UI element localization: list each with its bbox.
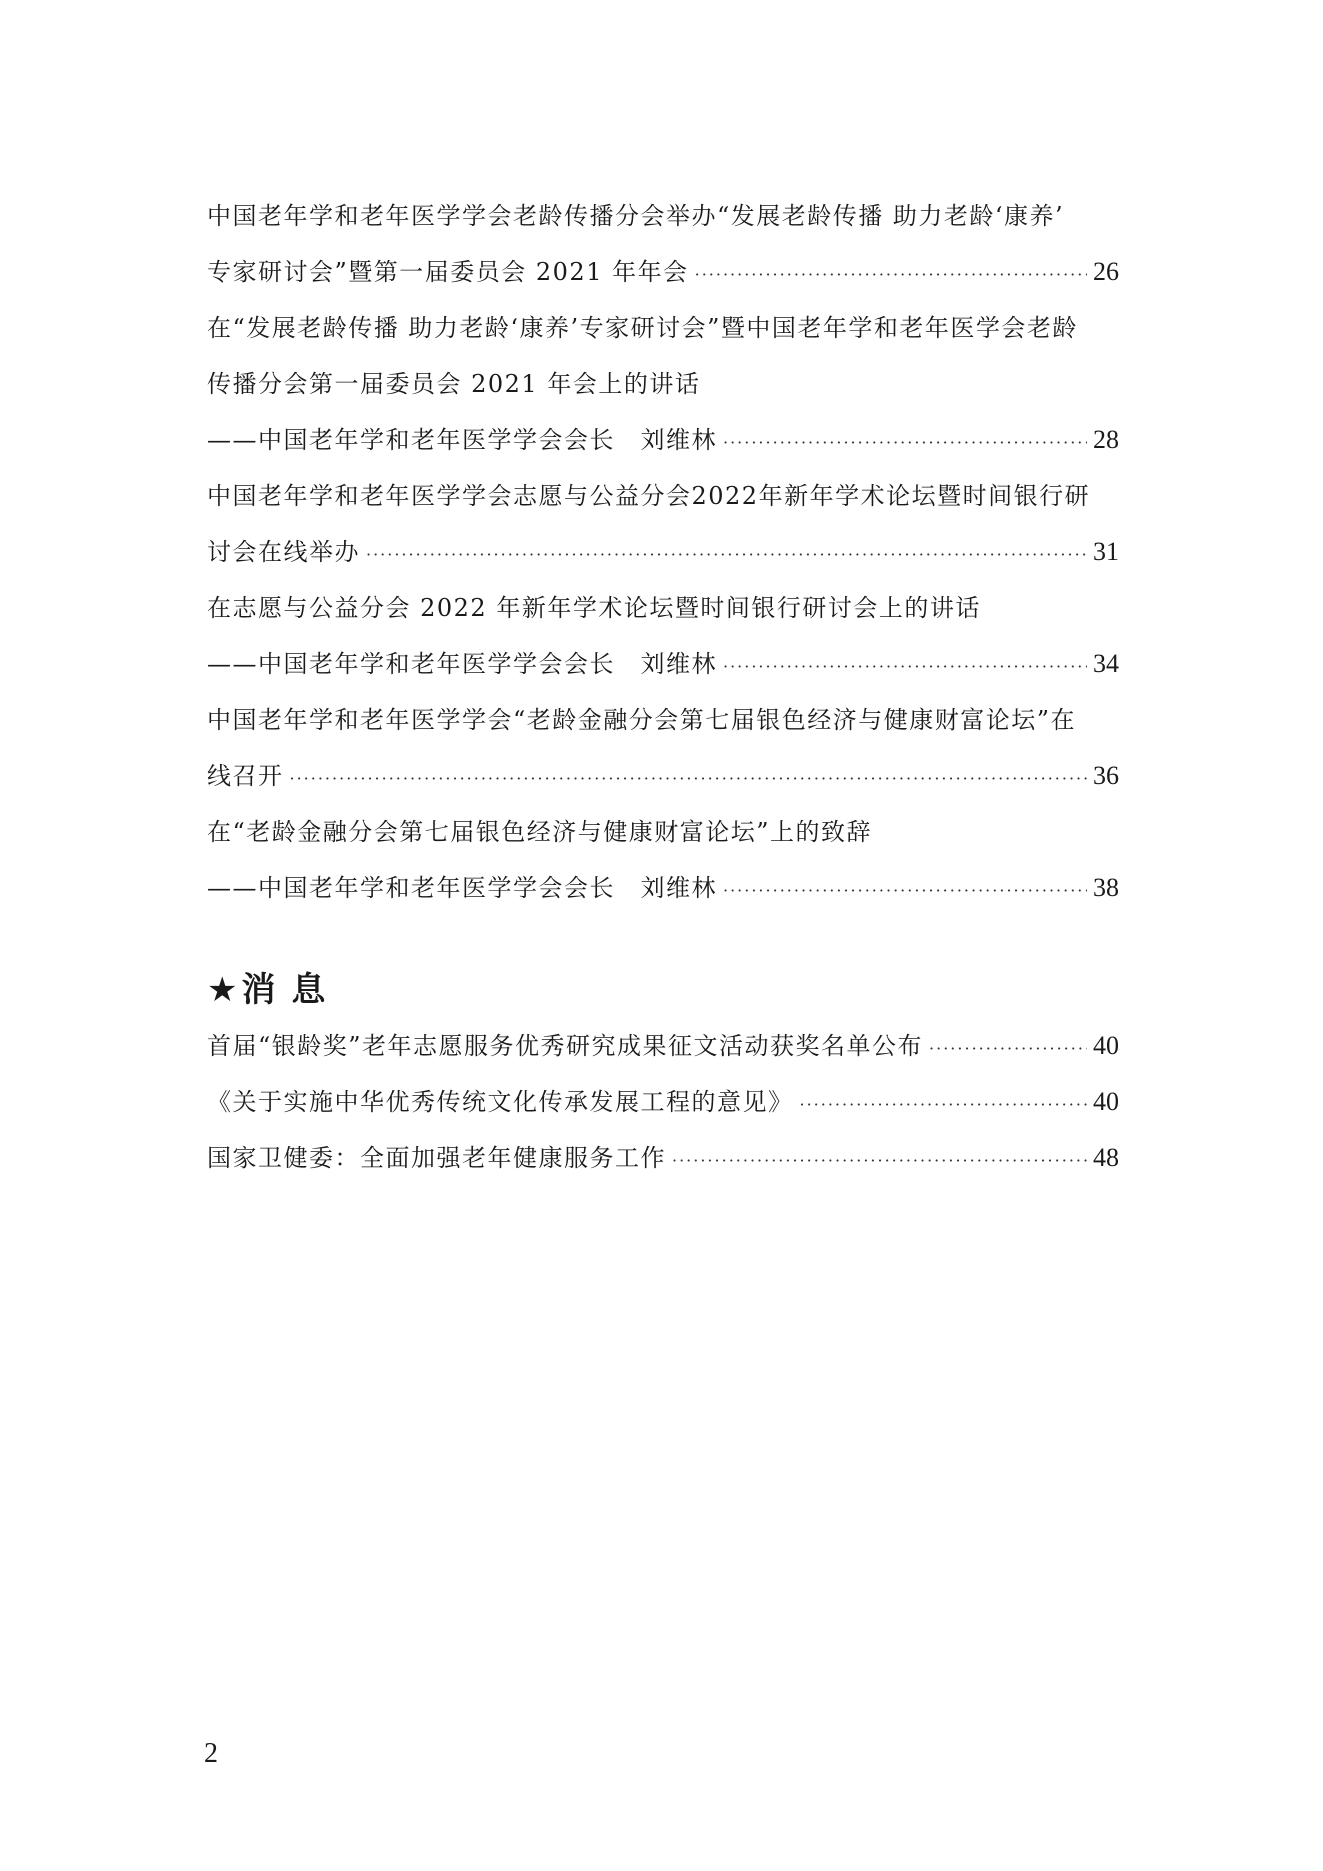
- toc-page-number: 26: [1093, 257, 1119, 286]
- dot-leader: [929, 1021, 1087, 1077]
- page-number: 2: [204, 1738, 218, 1769]
- dot-leader: [366, 527, 1087, 583]
- toc-page-number: 34: [1093, 649, 1119, 678]
- toc-page-number: 38: [1093, 873, 1119, 902]
- news-item-text: 首届“银龄奖”老年志愿服务优秀研究成果征文活动获奖名单公布: [207, 1032, 924, 1060]
- toc-line[interactable]: [207, 748, 1119, 804]
- toc-line[interactable]: [207, 244, 1119, 300]
- dot-leader: [290, 751, 1088, 807]
- dot-leader: [695, 247, 1087, 303]
- dot-leader: [672, 1133, 1087, 1189]
- toc-entry-text: 中国老年学和老年医学学会志愿与公益分会2022年新年学术论坛暨时间银行研: [207, 482, 1091, 510]
- news-page-number: 40: [1093, 1087, 1119, 1116]
- toc-page-number: 28: [1093, 425, 1119, 454]
- toc-entry-author: ——中国老年学和老年医学学会会长 刘维林: [207, 426, 717, 454]
- toc-line: [207, 692, 1119, 748]
- toc-entry-text: 线召开: [207, 762, 284, 790]
- news-item-text: 《关于实施中华优秀传统文化传承发展工程的意见》: [207, 1088, 794, 1116]
- toc-line: [207, 804, 1119, 860]
- toc-page-number: 31: [1093, 537, 1119, 566]
- toc-line: [207, 188, 1119, 244]
- news-page-number: 40: [1093, 1031, 1119, 1060]
- toc-entry-text: 专家研讨会”暨第一届委员会 2021 年年会: [207, 258, 689, 286]
- toc-entry-text: 在“老龄金融分会第七届银色经济与健康财富论坛”上的致辞: [207, 818, 873, 846]
- news-item[interactable]: [207, 1130, 1119, 1186]
- dot-leader: [723, 863, 1087, 919]
- dot-leader: [723, 639, 1087, 695]
- toc-line[interactable]: [207, 524, 1119, 580]
- toc-entry-text: 传播分会第一届委员会 2021 年会上的讲话: [207, 370, 701, 398]
- news-item[interactable]: [207, 1074, 1119, 1130]
- toc-line: [207, 580, 1119, 636]
- toc-line[interactable]: [207, 412, 1119, 468]
- news-item[interactable]: [207, 1018, 1119, 1074]
- toc-entry-author: ——中国老年学和老年医学学会会长 刘维林: [207, 874, 717, 902]
- toc-line: [207, 468, 1119, 524]
- toc-entry-text: 在志愿与公益分会 2022 年新年学术论坛暨时间银行研讨会上的讲话: [207, 594, 981, 622]
- toc-entry-text: 中国老年学和老年医学学会“老龄金融分会第七届银色经济与健康财富论坛”在: [207, 706, 1077, 734]
- section-heading-news: [207, 962, 327, 1011]
- toc-entry-text: 中国老年学和老年医学学会老龄传播分会举办“发展老龄传播 助力老龄‘康养’: [207, 202, 1065, 230]
- dot-leader: [723, 415, 1087, 471]
- toc-entry-text: 在“发展老龄传播 助力老龄‘康养’专家研讨会”暨中国老年学和老年医学会老龄: [207, 314, 1078, 342]
- toc-entry-author: ——中国老年学和老年医学学会会长 刘维林: [207, 650, 717, 678]
- toc-line: [207, 356, 1119, 412]
- table-of-contents: [207, 188, 1119, 916]
- news-list: [207, 1018, 1119, 1186]
- toc-page-number: 36: [1093, 761, 1119, 790]
- toc-line: [207, 300, 1119, 356]
- star-icon: ★: [207, 970, 240, 1010]
- toc-line[interactable]: [207, 860, 1119, 916]
- news-page-number: 48: [1093, 1143, 1119, 1172]
- toc-line[interactable]: [207, 636, 1119, 692]
- toc-entry-text: 讨会在线举办: [207, 538, 360, 566]
- dot-leader: [800, 1077, 1088, 1133]
- section-title: 消 息: [241, 970, 328, 1010]
- news-item-text: 国家卫健委：全面加强老年健康服务工作: [207, 1144, 666, 1172]
